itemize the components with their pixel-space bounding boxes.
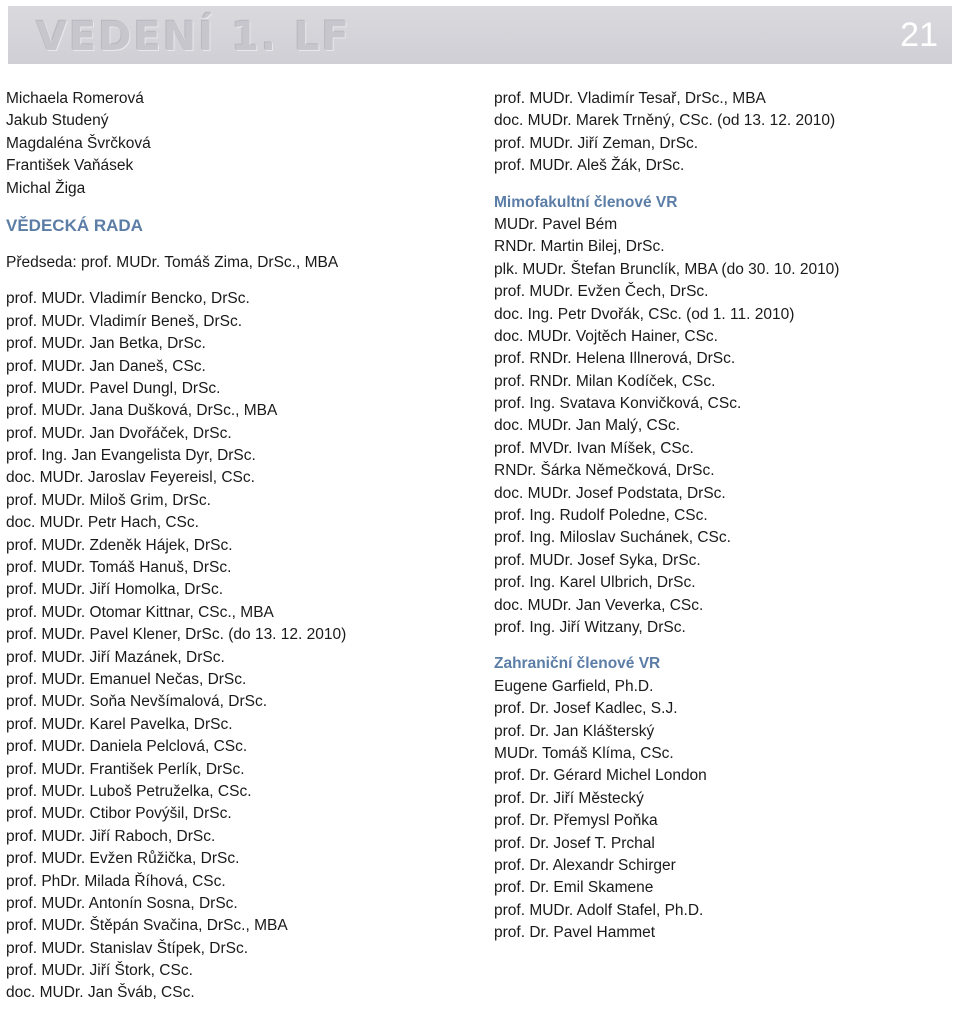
list-item: MUDr. Tomáš Klíma, CSc.: [494, 744, 674, 762]
list-item: prof. Dr. Přemysl Poňka: [494, 812, 658, 830]
list-item: prof. RNDr. Milan Kodíček, CSc.: [494, 372, 716, 390]
list-item: prof. Dr. Jiří Městecký: [494, 789, 644, 807]
list-item: prof. PhDr. Milada Říhová, CSc.: [6, 872, 226, 890]
list-item: prof. Ing. Miloslav Suchánek, CSc.: [494, 529, 731, 547]
list-item: prof. MUDr. Stanislav Štípek, DrSc.: [6, 939, 249, 957]
list-item: doc. MUDr. Jan Malý, CSc.: [494, 417, 681, 435]
names-list: [6, 88, 466, 200]
list-item: prof. MUDr. Jiří Zeman, DrSc.: [494, 134, 699, 152]
list-item: František Vaňásek: [6, 157, 134, 175]
page-number: 21: [900, 16, 938, 54]
right-column: [494, 88, 954, 944]
foreign-members-list: [494, 676, 954, 945]
list-item: prof. MUDr. Adolf Stafel, Ph.D.: [494, 901, 704, 919]
list-item: prof. MUDr. Evžen Růžička, DrSc.: [6, 850, 240, 868]
list-item: prof. MUDr. Soňa Nevšímalová, DrSc.: [6, 693, 267, 711]
list-item: prof. MUDr. Jan Dvořáček, DrSc.: [6, 424, 232, 442]
list-item: prof. MUDr. Tomáš Hanuš, DrSc.: [6, 559, 232, 577]
list-item: prof. Ing. Karel Ulbrich, DrSc.: [494, 574, 696, 592]
list-item: doc. MUDr. Marek Trněný, CSc. (od 13. 12. 2010): [494, 112, 836, 130]
list-item: prof. Ing. Rudolf Poledne, CSc.: [494, 507, 708, 525]
list-item: prof. MUDr. Otomar Kittnar, CSc., MBA: [6, 603, 274, 621]
list-item: prof. MUDr. Jan Betka, DrSc.: [6, 335, 206, 353]
list-item: RNDr. Martin Bilej, DrSc.: [494, 238, 665, 256]
list-item: prof. Ing. Svatava Konvičková, CSc.: [494, 395, 742, 413]
list-item: prof. MVDr. Ivan Míšek, CSc.: [494, 439, 694, 457]
list-item: prof. MUDr. Daniela Pelclová, CSc.: [6, 738, 248, 756]
page-header: [8, 6, 952, 64]
list-item: prof. MUDr. Štěpán Svačina, DrSc., MBA: [6, 917, 288, 935]
list-item: prof. MUDr. Pavel Dungl, DrSc.: [6, 379, 221, 397]
list-item: doc. MUDr. Jan Veverka, CSc.: [494, 596, 704, 614]
list-item: prof. MUDr. Ctibor Povýšil, DrSc.: [6, 805, 232, 823]
list-item: prof. Ing. Jiří Witzany, DrSc.: [494, 618, 686, 636]
list-item: prof. MUDr. Miloš Grim, DrSc.: [6, 491, 211, 509]
list-item: prof. MUDr. Jiří Štork, CSc.: [6, 962, 193, 980]
list-item: doc. MUDr. Josef Podstata, DrSc.: [494, 484, 726, 502]
list-item: Jakub Studený: [6, 112, 109, 130]
list-item: prof. MUDr. Jiří Mazánek, DrSc.: [6, 648, 225, 666]
list-item: prof. Dr. Josef T. Prchal: [494, 834, 655, 852]
list-item: prof. MUDr. Jana Dušková, DrSc., MBA: [6, 402, 278, 420]
list-item: prof. Dr. Josef Kadlec, S.J.: [494, 700, 678, 718]
list-item: prof. MUDr. Evžen Čech, DrSc.: [494, 283, 709, 301]
members-list: [6, 288, 466, 1005]
list-item: Magdaléna Švrčková: [6, 134, 151, 152]
list-item: MUDr. Pavel Bém: [494, 215, 618, 233]
chair-line: Předseda: prof. MUDr. Tomáš Zima, DrSc., MBA: [6, 253, 339, 271]
list-item: prof. MUDr. Luboš Petruželka, CSc.: [6, 782, 252, 800]
list-item: doc. MUDr. Petr Hach, CSc.: [6, 514, 199, 532]
list-item: prof. Ing. Jan Evangelista Dyr, DrSc.: [6, 447, 256, 465]
list-item: prof. MUDr. Zdeněk Hájek, DrSc.: [6, 536, 233, 554]
header-title: VEDENÍ 1. LF: [36, 14, 351, 60]
list-item: prof. MUDr. Emanuel Nečas, DrSc.: [6, 670, 247, 688]
section-heading-foreign: Zahraniční členové VR: [494, 655, 661, 673]
list-item: prof. MUDr. Aleš Žák, DrSc.: [494, 157, 685, 175]
external-members-list: [494, 214, 954, 639]
list-item: prof. Dr. Gérard Michel London: [494, 767, 707, 785]
list-item: RNDr. Šárka Němečková, DrSc.: [494, 462, 715, 480]
list-item: prof. MUDr. Karel Pavelka, DrSc.: [6, 715, 233, 733]
list-item: doc. MUDr. Jan Šváb, CSc.: [6, 984, 195, 1002]
list-item: prof. MUDr. Jiří Raboch, DrSc.: [6, 827, 216, 845]
list-item: Eugene Garfield, Ph.D.: [494, 677, 654, 695]
list-item: prof. MUDr. Antonín Sosna, DrSc.: [6, 894, 238, 912]
list-item: prof. MUDr. Vladimír Tesař, DrSc., MBA: [494, 90, 766, 107]
section-heading-external: Mimofakultní členové VR: [494, 193, 678, 211]
list-item: doc. MUDr. Jaroslav Feyereisl, CSc.: [6, 469, 255, 487]
list-item: prof. MUDr. Vladimír Beneš, DrSc.: [6, 312, 243, 330]
list-item: prof. Dr. Jan Klášterský: [494, 722, 655, 740]
list-item: prof. MUDr. Jan Daneš, CSc.: [6, 357, 206, 375]
list-item: prof. MUDr. Josef Syka, DrSc.: [494, 551, 701, 569]
list-item: prof. MUDr. František Perlík, DrSc.: [6, 760, 245, 778]
list-item: prof. Dr. Pavel Hammet: [494, 924, 656, 942]
list-item: prof. MUDr. Pavel Klener, DrSc. (do 13. 12. 2010): [6, 626, 347, 644]
list-item: Michal Žiga: [6, 179, 86, 197]
list-item: plk. MUDr. Štefan Brunclík, MBA (do 30. 10. 2010): [494, 260, 840, 278]
list-item: Michaela Romerová: [6, 90, 144, 107]
list-item: prof. Dr. Emil Skamene: [494, 879, 654, 897]
section-heading-vedecka-rada: VĚDECKÁ RADA: [6, 215, 143, 235]
list-item: prof. MUDr. Jiří Homolka, DrSc.: [6, 581, 224, 599]
list-item: prof. MUDr. Vladimír Bencko, DrSc.: [6, 290, 250, 308]
list-item: doc. Ing. Petr Dvořák, CSc. (od 1. 11. 2010): [494, 305, 795, 323]
list-item: doc. MUDr. Vojtěch Hainer, CSc.: [494, 327, 718, 345]
list-item: prof. Dr. Alexandr Schirger: [494, 856, 676, 874]
left-column: [6, 88, 466, 1005]
members-list-cont: [494, 88, 954, 178]
list-item: prof. RNDr. Helena Illnerová, DrSc.: [494, 350, 736, 368]
